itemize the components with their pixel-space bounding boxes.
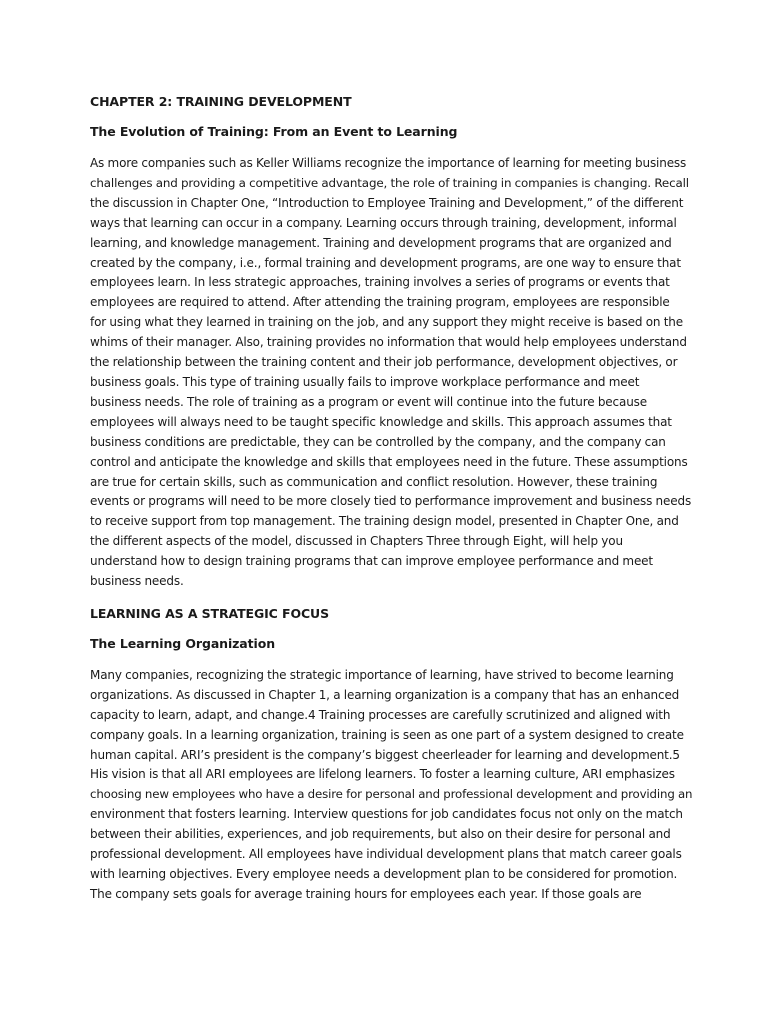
text-line: ways that learning can occur in a company. Learning occurs through training, development, informal	[90, 215, 677, 230]
text-line: business needs.	[90, 574, 184, 589]
text-line: The company sets goals for average training hours for employees each year. If those goals are	[90, 886, 642, 901]
text-line: the different aspects of the model, discussed in Chapters Three through Eight, will help you	[90, 534, 623, 549]
text-line: capacity to learn, adapt, and change.4 Training processes are carefully scrutinized and aligned with	[90, 707, 671, 722]
text-line: whims of their manager. Also, training provides no information that would help employees understand	[90, 335, 687, 350]
section-title-strategic-focus: LEARNING AS A STRATEGIC FOCUS	[90, 605, 329, 621]
text-line: As more companies such as Keller Williams recognize the importance of learning for meeting business	[90, 156, 687, 170]
paragraph-learning-organization	[90, 666, 692, 905]
text-line: business goals. This type of training usually fails to improve workplace performance and meet	[90, 374, 640, 389]
text-line: created by the company, i.e., formal training and development programs, are one way to ensure that	[90, 255, 681, 270]
text-line: for using what they learned in training on the job, and any support they might receive is based on the	[90, 315, 683, 330]
text-line: the discussion in Chapter One, “Introduction to Employee Training and Development,” of the different	[90, 195, 684, 210]
text-line: employees learn. In less strategic approaches, training involves a series of programs or events that	[90, 275, 670, 290]
text-line: organizations. As discussed in Chapter 1, a learning organization is a company that has an enhanced	[90, 687, 680, 702]
text-line: events or programs will need to be more closely tied to performance improvement and business needs	[90, 494, 692, 509]
text-line: to receive support from top management. The training design model, presented in Chapter One, and	[90, 514, 679, 529]
text-line: with learning objectives. Every employee needs a development plan to be considered for promotion.	[90, 867, 678, 881]
text-line: between their abilities, experiences, and job requirements, but also on their desire for personal and	[90, 827, 671, 842]
text-line: the relationship between the training content and their job performance, development objectives, or	[90, 355, 678, 370]
text-line: employees will always need to be taught specific knowledge and skills. This approach assumes that	[90, 414, 672, 429]
text-line: employees are required to attend. After attending the training program, employees are responsible	[90, 295, 670, 310]
chapter-title: CHAPTER 2: TRAINING DEVELOPMENT	[90, 94, 352, 109]
text-line: environment that fosters learning. Interview questions for job candidates focus not only on the match	[90, 807, 683, 822]
text-line: company goals. In a learning organization, training is seen as one part of a system designed to create	[90, 727, 684, 742]
text-line: learning, and knowledge management. Training and development programs that are organized and	[90, 235, 672, 250]
text-line: His vision is that all ARI employees are lifelong learners. To foster a learning culture, ARI emphasizes	[90, 767, 675, 782]
paragraph-evolution	[90, 154, 692, 592]
text-line: understand how to design training programs that can improve employee performance and meet	[90, 554, 653, 569]
text-line: business needs. The role of training as a program or event will continue into the future because	[90, 394, 647, 409]
section-title-evolution: The Evolution of Training: From an Event to Learning	[90, 124, 458, 139]
text-line: challenges and providing a competitive advantage, the role of training in companies is changing. Recall	[90, 175, 689, 190]
text-line: professional development. All employees have individual development plans that match career goals	[90, 847, 682, 862]
text-line: Many companies, recognizing the strategic importance of learning, have strived to become learning	[90, 667, 674, 682]
section-title-learning-organization: The Learning Organization	[90, 635, 275, 651]
text-line: choosing new employees who have a desire for personal and professional development and providing an	[90, 787, 693, 802]
text-line: control and anticipate the knowledge and skills that employees need in the future. These assumptions	[90, 454, 688, 469]
text-line: are true for certain skills, such as communication and conflict resolution. However, these training	[90, 474, 658, 489]
text-line: human capital. ARI’s president is the company’s biggest cheerleader for learning and development.5	[90, 747, 680, 762]
text-line: business conditions are predictable, they can be controlled by the company, and the company can	[90, 434, 666, 449]
